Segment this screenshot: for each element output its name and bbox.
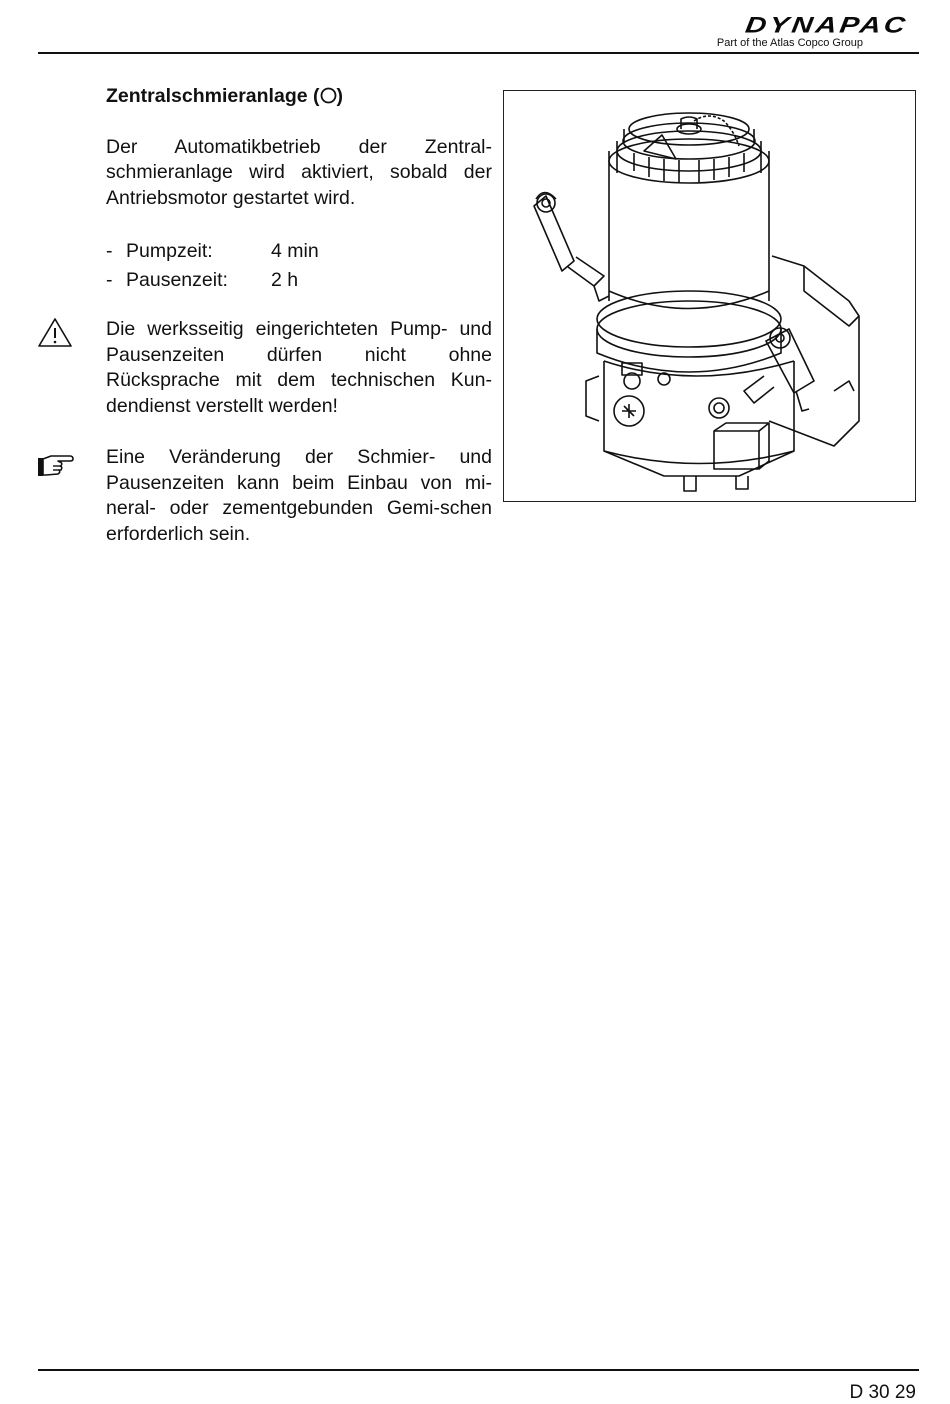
- section-title-text: Zentralschmieranlage (: [106, 85, 320, 107]
- header-rule: [38, 52, 919, 54]
- header-logo: [686, 6, 910, 49]
- warning-triangle-icon: [36, 316, 74, 350]
- note-paragraph: Eine Veränderung der Schmier- und Pausenzeiten kann beim Einbau von mi-neral- oder zementgebunden Gemi-schen erforderlich sein.: [106, 446, 492, 545]
- brand-tagline: Part of the Atlas Copco Group: [716, 37, 863, 49]
- section-title-end: ): [336, 85, 343, 107]
- brand-name: DYNAPAC: [743, 13, 910, 38]
- list-item: - Pumpzeit: 4 min: [106, 237, 492, 266]
- footer-rule: [38, 1369, 919, 1371]
- circle-icon: [320, 87, 337, 104]
- timing-list: [106, 237, 492, 294]
- warning-paragraph: Die werksseitig eingerichteten Pump- und Pausenzeiten dürfen nicht ohne Rücksprache mit dem technischen Kun-dendienst verstellt werden!: [106, 318, 492, 417]
- main-content: [106, 84, 492, 547]
- list-item-value: 2 h: [271, 268, 299, 291]
- pointing-hand-icon: [36, 448, 74, 482]
- lubrication-pump-figure: [503, 90, 916, 502]
- intro-paragraph: Der Automatikbetrieb der Zentral-schmieranlage wird aktiviert, sobald der Antriebsmotor gestartet wird.: [106, 135, 492, 209]
- list-item-label: Pumpzeit:: [126, 240, 213, 262]
- page-number: D 30 29: [849, 1382, 916, 1403]
- list-item-value: 4 min: [271, 240, 319, 262]
- lubrication-pump-illustration: [504, 91, 915, 501]
- list-item-label: Pausenzeit:: [126, 268, 228, 291]
- section-title: [106, 84, 492, 110]
- list-item: - Pausenzeit: 2 h: [106, 266, 492, 295]
